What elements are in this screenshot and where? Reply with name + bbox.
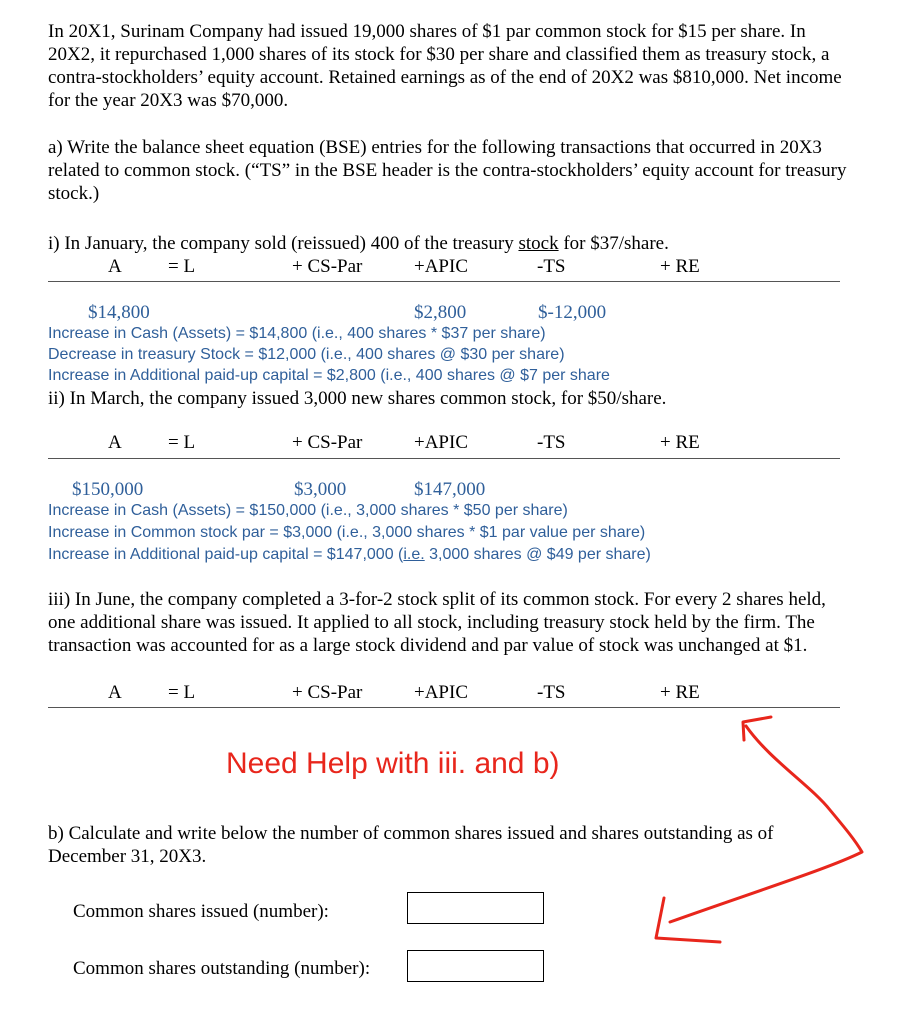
- header-liabilities: = L: [168, 682, 196, 703]
- entry-i-apic: $2,800: [414, 302, 467, 323]
- note-ii-1: Increase in Cash (Assets) = $150,000 (i.e., 3,000 shares * $50 per share): [48, 502, 568, 519]
- question-iii-prompt: iii) In June, the company completed a 3-for-2 stock split of its common stock. For every 2 shares held, one additional share was issued. It applied to all stock, including treasury stock held by the firm. The transaction was accounted for as a large stock dividend and par value of stock was unchanged at $1.: [48, 589, 826, 656]
- note-i-1: Increase in Cash (Assets) = $14,800 (i.e., 400 shares * $37 per share): [48, 325, 546, 342]
- shares-issued-label: Common shares issued (number):: [73, 901, 329, 922]
- shares-outstanding-label: Common shares outstanding (number):: [73, 958, 371, 979]
- header-apic: +APIC: [414, 682, 469, 703]
- header-liabilities: = L: [168, 256, 196, 277]
- header-cs-par: + CS-Par: [292, 256, 363, 277]
- header-assets: A: [108, 432, 122, 453]
- part-a-instructions: a) Write the balance sheet equation (BSE) entries for the following transactions that occurred in 20X3 related to common stock. (“TS” in the BSE header is the contra-stockholders’ equity account for treasury stock.): [48, 137, 847, 204]
- header-apic: +APIC: [414, 432, 469, 453]
- question-i-prompt: i) In January, the company sold (reissued) 400 of the treasury stock for $37/share.: [48, 233, 669, 254]
- header-cs-par: + CS-Par: [292, 682, 363, 703]
- entry-ii-cs-par: $3,000: [294, 479, 347, 500]
- header-cs-par: + CS-Par: [292, 432, 363, 453]
- shares-issued-input[interactable]: [407, 892, 544, 924]
- header-ts: -TS: [537, 682, 566, 703]
- entry-i-assets: $14,800: [88, 302, 150, 323]
- header-apic: +APIC: [414, 256, 469, 277]
- intro-paragraph: In 20X1, Surinam Company had issued 19,000 shares of $1 par common stock for $15 per share. In 20X2, it repurchased 1,000 shares of its stock for $30 per share and classified them as treasury stock, a contra-stockholders’ equity account. Retained earnings as of the end of 20X2 was $810,000. Net income for the year 20X3 was $70,000.: [48, 21, 842, 111]
- header-assets: A: [108, 256, 122, 277]
- lower-arrow-head: [656, 898, 720, 942]
- help-annotation: Need Help with iii. and b): [226, 747, 560, 780]
- note-ii-3: Increase in Additional paid-up capital = $147,000 (i.e. 3,000 shares @ $49 per share): [48, 546, 651, 563]
- entry-ii-apic: $147,000: [414, 479, 486, 500]
- note-ii-2: Increase in Common stock par = $3,000 (i.e., 3,000 shares * $1 par value per share): [48, 524, 646, 541]
- shares-outstanding-input[interactable]: [407, 950, 544, 982]
- header-liabilities: = L: [168, 432, 196, 453]
- part-b-instructions: b) Calculate and write below the number of common shares issued and shares outstanding as of December 31, 20X3.: [48, 823, 774, 867]
- header-assets: A: [108, 682, 122, 703]
- header-re: + RE: [660, 256, 700, 277]
- header-re: + RE: [660, 432, 700, 453]
- entry-i-ts: $-12,000: [538, 302, 607, 323]
- note-i-3: Increase in Additional paid-up capital = $2,800 (i.e., 400 shares @ $7 per share: [48, 367, 610, 384]
- header-re: + RE: [660, 682, 700, 703]
- note-i-2: Decrease in treasury Stock = $12,000 (i.e., 400 shares @ $30 per share): [48, 346, 565, 363]
- header-ts: -TS: [537, 432, 566, 453]
- entry-ii-assets: $150,000: [72, 479, 144, 500]
- question-ii-prompt: ii) In March, the company issued 3,000 new shares common stock, for $50/share.: [48, 388, 667, 409]
- header-rule-ii: [48, 458, 840, 459]
- header-ts: -TS: [537, 256, 566, 277]
- header-rule-i: [48, 281, 840, 282]
